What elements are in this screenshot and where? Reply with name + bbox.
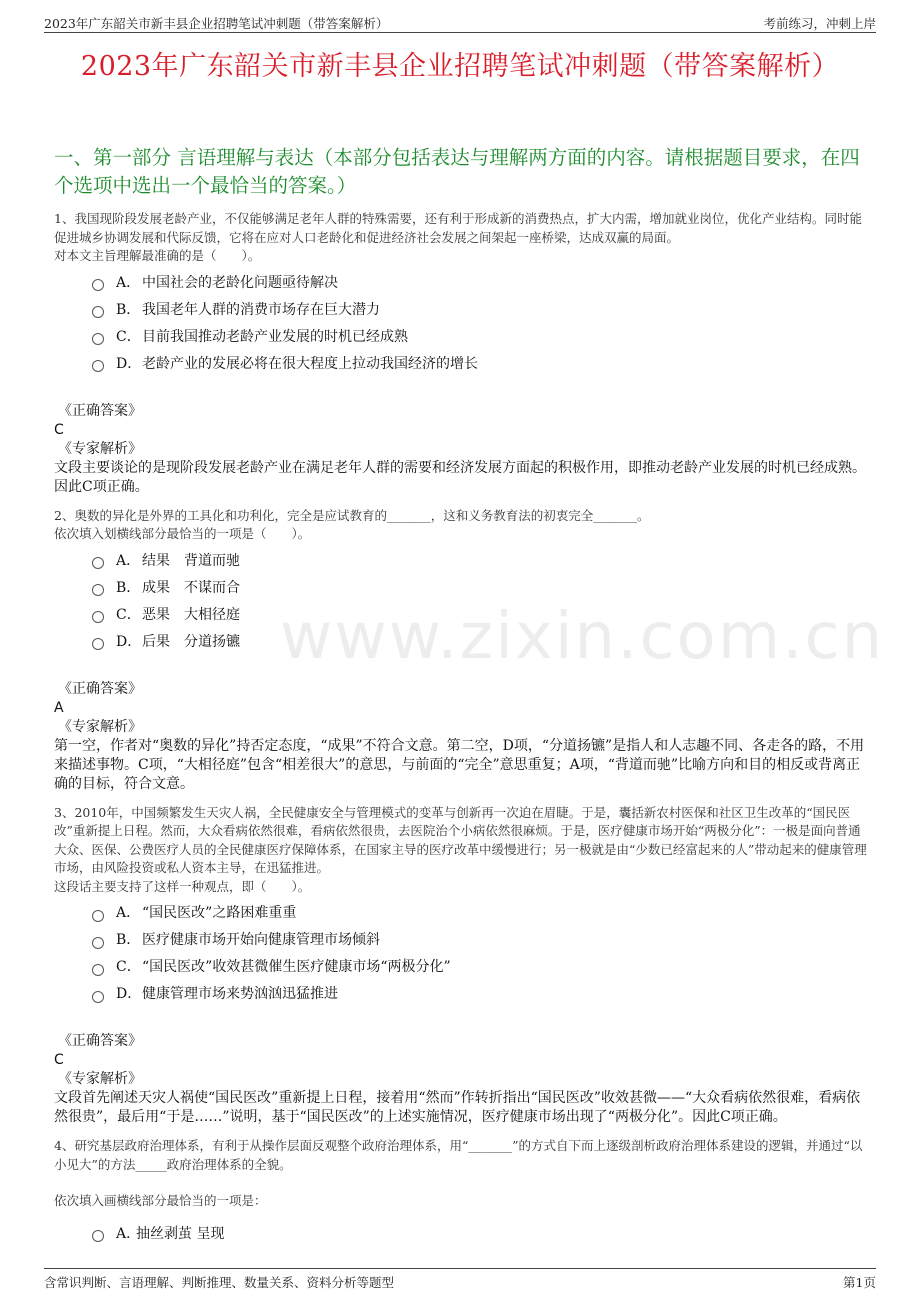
option-text: 成果 不谋而合: [142, 579, 240, 596]
answer-block: [54, 402, 870, 497]
option-letter: C．: [116, 959, 141, 975]
option-d[interactable]: [92, 981, 870, 1008]
option-d[interactable]: [92, 629, 870, 656]
question-prompt: 这段话主要支持了这样一种观点，即（ ）。: [54, 878, 311, 894]
question-3: [54, 804, 870, 1128]
option-b[interactable]: [92, 927, 870, 954]
option-text: 目前我国推动老龄产业发展的时机已经成熟: [142, 328, 408, 345]
option-letter: A．: [116, 905, 141, 921]
option-text: “国民医改”之路困难重重: [142, 905, 297, 921]
explanation-text: 第一空，作者对“奥数的异化”持否定态度，“成果”不符合文意。第二空，D项，“分道扬镳”是指人和人志趣不同、各走各的路，不用来描述事物。C项，“大相径庭”包含“相差很大”的意思，与前面的“完全”意思重复；A项，“背道而驰”比喻方向和目的相反或背离正确的目标，符合文意。: [54, 737, 865, 792]
question-prompt: 对本文主旨理解最准确的是（ ）。: [54, 248, 261, 263]
options-list: [92, 270, 870, 378]
radio-icon[interactable]: [92, 964, 104, 976]
option-letter: C．: [116, 328, 141, 345]
option-a[interactable]: [92, 548, 870, 575]
radio-icon[interactable]: [92, 306, 104, 318]
option-b[interactable]: [92, 575, 870, 602]
option-letter: B．: [116, 301, 141, 318]
option-c[interactable]: [92, 324, 870, 351]
radio-icon[interactable]: [92, 333, 104, 345]
options-list: [92, 1221, 870, 1248]
section-heading: 一、第一部分 言语理解与表达（本部分包括表达与理解两方面的内容。请根据题目要求，在四个选项中选出一个最恰当的答案。）: [54, 146, 860, 197]
header-right-text: 考前练习，冲刺上岸: [763, 16, 876, 31]
question-prompt: 依次填入画横线部分最恰当的一项是：: [54, 1193, 267, 1208]
option-text: 抽丝剥茧 呈现: [136, 1225, 225, 1242]
option-letter: D．: [116, 633, 142, 650]
options-list: [92, 548, 870, 656]
explanation-label: 《专家解析》: [58, 1071, 142, 1087]
answer-label: 《正确答案》: [58, 402, 142, 419]
option-letter: B．: [116, 579, 141, 596]
option-letter: A．: [116, 274, 141, 291]
answer-block: [54, 1032, 870, 1127]
option-c[interactable]: [92, 602, 870, 629]
question-stem: 3、2010年，中国频繁发生天灾人祸，全民健康安全与管理模式的变革与创新再一次迫在眉睫。于是，囊括新农村医保和社区卫生改革的“国民医改”重新提上日程。然而，大众看病依然很难，看病依然很贵，去医院治个小病依然很麻烦。于是，医疗健康市场开始“两极分化”：一极是面向普通大众、医保、公费医疗人员的全民健康医疗保障体系，在国家主导的医疗改革中缓慢进行；另一极就是由“少数已经富起来的人”带动起来的健康管理市场，由风险投资或私人资本主导，在迅猛推进。: [54, 804, 867, 875]
answer-value: C: [54, 1052, 64, 1068]
option-b[interactable]: [92, 297, 870, 324]
option-text: 老龄产业的发展必将在很大程度上拉动我国经济的增长: [142, 355, 478, 372]
document-title: 2023年广东韶关市新丰县企业招聘笔试冲刺题（带答案解析）: [80, 51, 840, 82]
option-text: 中国社会的老龄化问题亟待解决: [142, 274, 338, 291]
explanation-label: 《专家解析》: [58, 440, 142, 457]
question-prompt: 依次填入划横线部分最恰当的一项是（ ）。: [54, 526, 311, 541]
radio-icon[interactable]: [92, 1230, 104, 1242]
option-a[interactable]: [92, 1221, 870, 1248]
explanation-text: 文段首先阐述天灾人祸使“国民医改”重新提上日程，接着用“然而”作转折指出“国民医改”收效甚微——“大众看病依然很难，看病依然很贵”，最后用“于是……”说明，基于“国民医改”的上述实施情况，医疗健康市场出现了“两极分化”。因此C项正确。: [54, 1090, 861, 1125]
answer-label: 《正确答案》: [58, 1033, 142, 1049]
radio-icon[interactable]: [92, 584, 104, 596]
option-a[interactable]: [92, 270, 870, 297]
option-letter: A．: [116, 1225, 141, 1242]
question-list: [54, 210, 870, 1248]
footer-left-text: 含常识判断、言语理解、判断推理、数量关系、资料分析等题型: [44, 1275, 395, 1290]
option-d[interactable]: [92, 351, 870, 378]
radio-icon[interactable]: [92, 937, 104, 949]
question-1: [54, 210, 870, 497]
option-c[interactable]: [92, 954, 870, 981]
page-number: 第1页: [843, 1275, 876, 1290]
option-letter: B．: [116, 932, 141, 948]
option-letter: D．: [116, 355, 142, 372]
radio-icon[interactable]: [92, 360, 104, 372]
radio-icon[interactable]: [92, 611, 104, 623]
page-footer: [44, 1268, 876, 1293]
option-letter: A．: [116, 552, 141, 569]
option-text: 恶果 大相径庭: [142, 606, 240, 623]
radio-icon[interactable]: [92, 557, 104, 569]
radio-icon[interactable]: [92, 638, 104, 650]
answer-block: [54, 680, 870, 794]
option-text: “国民医改”收效甚微催生医疗健康市场“两极分化”: [142, 959, 451, 975]
explanation-text: 文段主要谈论的是现阶段发展老龄产业在满足老年人群的需要和经济发展方面起的积极作用，即推动老龄产业发展的时机已经成熟。因此C项正确。: [54, 459, 866, 495]
answer-value: C: [54, 421, 64, 438]
page-header: [44, 10, 876, 33]
option-a[interactable]: [92, 900, 870, 927]
explanation-label: 《专家解析》: [58, 718, 142, 735]
option-text: 结果 背道而驰: [142, 552, 240, 569]
answer-label: 《正确答案》: [58, 680, 142, 697]
question-2: [54, 507, 870, 794]
radio-icon[interactable]: [92, 910, 104, 922]
header-left-text: 2023年广东韶关市新丰县企业招聘笔试冲刺题（带答案解析）: [44, 16, 389, 31]
option-text: 医疗健康市场开始向健康管理市场倾斜: [142, 932, 380, 948]
answer-value: A: [54, 699, 64, 716]
watermark: www.zixin.com.cn: [280, 600, 885, 674]
options-list: [92, 900, 870, 1008]
option-text: 我国老年人群的消费市场存在巨大潜力: [142, 301, 380, 318]
question-stem: 4、研究基层政府治理体系，有利于从操作层面反观整个政府治理体系，用“_______”的方式自下而上逐级剖析政府治理体系建设的逻辑，并通过“以小见大”的方法_____政府治理体系的全貌。: [54, 1138, 863, 1172]
radio-icon[interactable]: [92, 991, 104, 1003]
option-letter: C．: [116, 606, 141, 623]
option-text: 后果 分道扬镳: [142, 633, 240, 650]
radio-icon[interactable]: [92, 279, 104, 291]
question-stem: 2、奥数的异化是外界的工具化和功利化，完全是应试教育的_______，这和义务教育法的初衷完全_______。: [54, 507, 650, 523]
question-stem: 1、我国现阶段发展老龄产业，不仅能够满足老年人群的特殊需要，还有利于形成新的消费热点，扩大内需，增加就业岗位，优化产业结构。同时能促进城乡协调发展和代际反馈，它将在应对人口老龄化和促进经济社会发展之间架起一座桥梁，达成双赢的局面。: [54, 211, 862, 245]
option-letter: D．: [116, 986, 142, 1002]
option-text: 健康管理市场来势汹汹迅猛推进: [142, 986, 338, 1002]
question-4: [54, 1137, 870, 1248]
